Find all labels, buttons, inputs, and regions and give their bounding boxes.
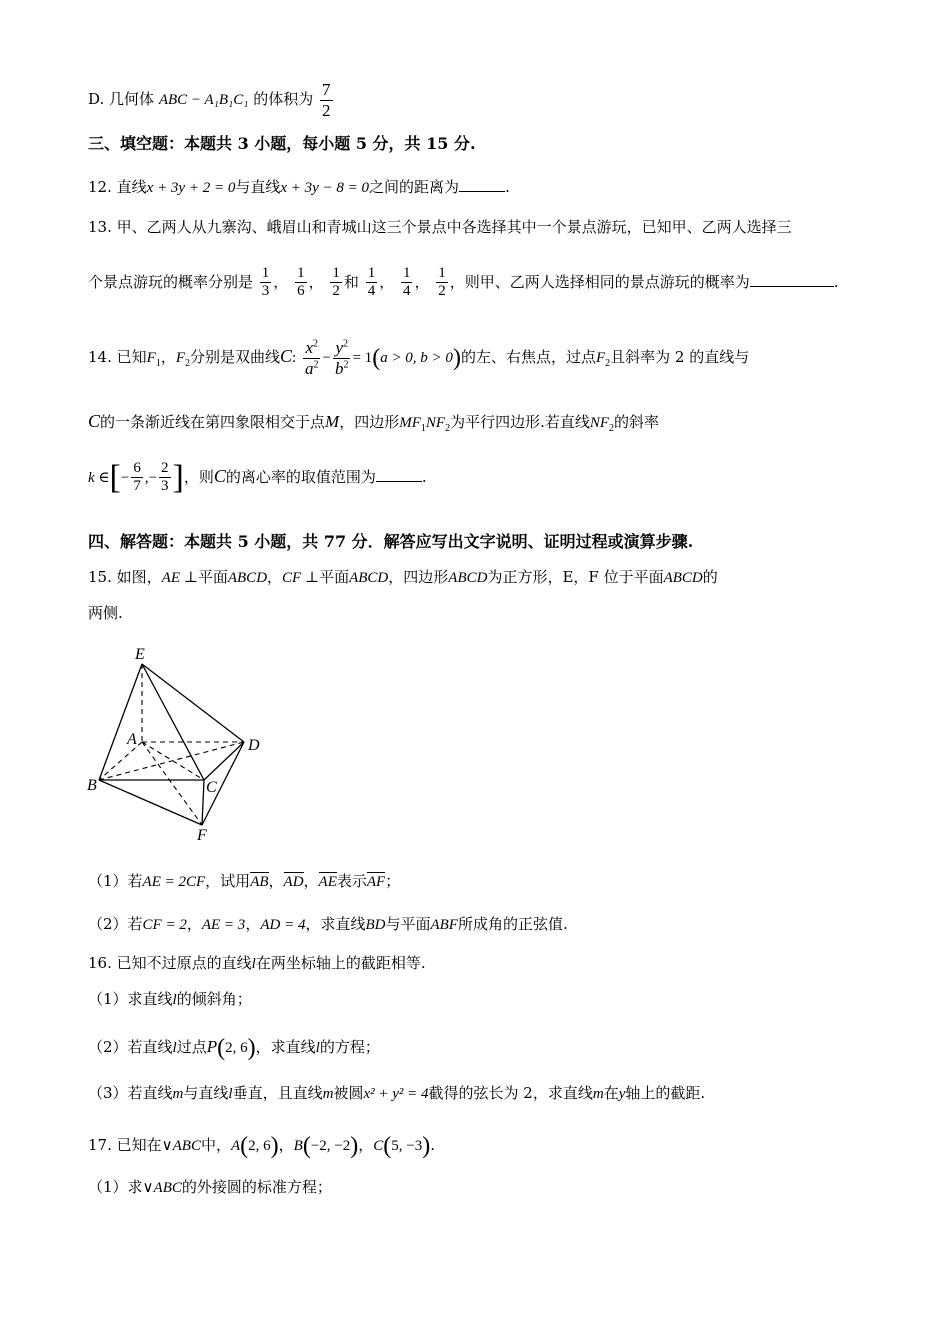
question-15-line-1: 15. 如图，AE ⊥平面ABCD，CF ⊥平面ABCD，四边形ABCD为正方形，E，F 位于平面ABCD的 [88,568,718,586]
label-a: A [127,731,137,748]
answer-blank[interactable] [459,177,505,192]
label-f: F [197,827,207,844]
label-b: B [87,777,97,794]
fraction-7-2: $\frac{7}{2}$ [322,80,331,120]
edge-ac [142,742,204,780]
question-13-line-2: 个景点游玩的概率分别是 $\frac{1}{3}$ ， $\frac{1}{6}$ ， $\frac{1}{2}$ 和 $\frac{1}{4}$ ， $\frac{1}{4}$ ， $\frac{1}{2}$ ，则甲、乙两人选择相同的景点游玩的概率为 . [88,265,839,300]
label-d: D [248,737,260,754]
question-15-part-1: （1）若AE = 2CF，试用AB，AD，AE表示AF； [88,872,401,890]
answer-blank[interactable] [376,467,422,482]
section-three-heading: 三、填空题：本题共 3 小题，每小题 5 分，共 15 分. [88,134,476,153]
edge-ed [142,664,244,742]
question-13-line-1: 13. 甲、乙两人从九寨沟、峨眉山和青城山这三个景点中各选择其中一个景点游玩，已知甲、乙两人选择三 [88,218,792,236]
edge-eb [99,664,142,780]
question-16-part-1: （1）求直线l的倾斜角； [88,990,252,1008]
edge-ec [142,664,204,780]
question-17-part-1: （1）求∨ABC的外接圆的标准方程； [88,1178,332,1196]
label-c: C [206,779,217,796]
question-12: 12. 直线x + 3y + 2 = 0与直线x + 3y − 8 = 0之间的距离为 . [88,178,510,196]
question-15-part-2: （2）若CF = 2，AE = 3，AD = 4，求直线BD与平面ABF所成角的正弦值. [88,915,568,933]
label-e: E [135,646,145,663]
answer-blank[interactable] [750,272,834,287]
geometry-figure [80,640,280,845]
question-14-line-3: k ∈[− $\frac{6}{7}$ ,− $\frac{2}{3}$ ]，则C的离心率的取值范围为 . [88,458,427,496]
option-d: D. 几何体 ABC − A₁B₁C₁ 的体积为 $\frac{7}{2}$ [88,80,331,120]
question-16-part-3: （3）若直线m与直线l垂直，且直线m被圆x² + y² = 4截得的弦长为 2，求直线m在y轴上的截距. [88,1084,706,1102]
question-14-line-2: C的一条渐近线在第四象限相交于点M，四边形$MF_1NF_2$为平行四边形.若直线$NF_2$的斜率 [88,411,660,434]
section-four-heading: 四、解答题：本题共 5 小题，共 77 分．解答应写出文字说明、证明过程或演算步骤. [88,532,694,551]
question-14-line-1: 14. 已知$F_1$，$F_2$分别是双曲线C: $\frac{x^2}{a^2}$ − $\frac{y^2}{b^2}$ = 1(a > 0, b > 0)的左、右焦点，过点$F_2$且斜率为 2 的直线与 [88,338,750,378]
question-15-line-2: 两侧. [88,604,123,622]
edge-cf [202,780,204,825]
edge-bf [99,780,202,825]
question-16-part-2: （2）若直线l过点P(2, 6)，求直线l的方程； [88,1035,380,1061]
question-16: 16. 已知不过原点的直线l在两坐标轴上的截距相等. [88,954,426,972]
question-17: 17. 已知在∨ABC中，A(2, 6)，B(−2, −2)，C(5, −3). [88,1133,436,1159]
